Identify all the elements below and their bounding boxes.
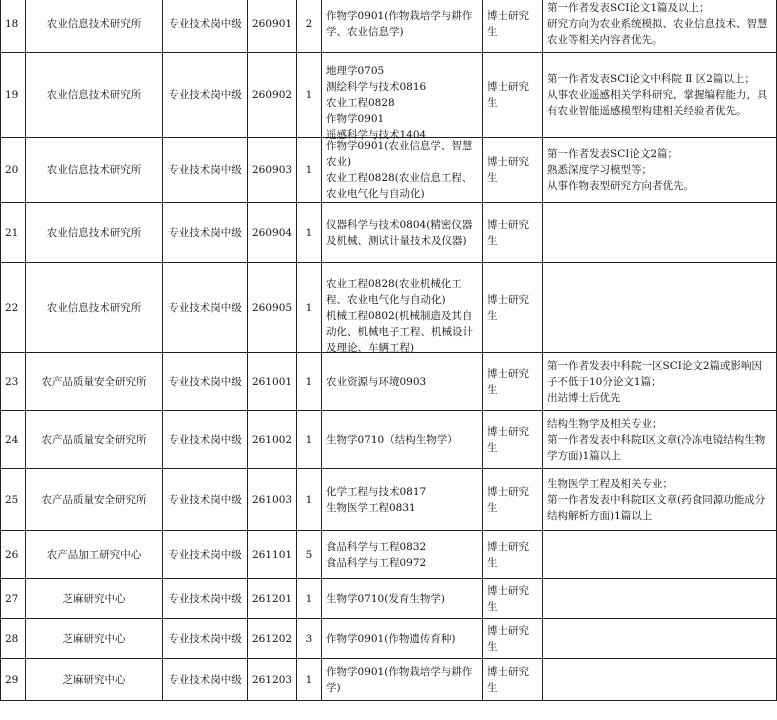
table-row: [1, 53, 777, 138]
major-list: [326, 276, 478, 354]
position-code-cell: 261003: [248, 469, 297, 531]
position-level-cell: 专业技术岗中级: [163, 619, 248, 659]
education-cell: 博士研究生: [483, 0, 543, 53]
requirement-item: 出站博士后优先: [547, 391, 621, 404]
table-row: [1, 411, 777, 469]
requirement-item: 第一作者发表中科院I区文章(冷冻电镜结构生物学方面)1篇以上: [547, 433, 766, 462]
major-item: 生物学0710（结构生物学）: [326, 433, 458, 446]
table-row: [1, 579, 777, 619]
table-row: [1, 659, 777, 701]
serial-number-cell: 18: [1, 0, 26, 53]
other-requirements-cell: [543, 0, 777, 53]
serial-number-cell: 27: [1, 579, 26, 619]
serial-number-cell: 26: [1, 531, 26, 579]
table-body: [1, 0, 777, 701]
serial-number-cell: 20: [1, 138, 26, 203]
table-row: [1, 469, 777, 531]
department-cell: 农产品加工研究中心: [26, 531, 163, 579]
position-code-cell: 260904: [248, 203, 297, 263]
headcount-cell: 1: [297, 659, 322, 701]
department-cell: 农产品质量安全研究所: [26, 411, 163, 469]
requirement-item: 研究方向为农业系统模拟、农业信息技术、智慧农业等相关内容者优先。: [547, 18, 768, 46]
department-cell: 农产品质量安全研究所: [26, 469, 163, 531]
requirement-item: 生物医学工程及相关专业；: [547, 477, 673, 490]
position-level-cell: 专业技术岗中级: [163, 263, 248, 353]
position-level-cell: 专业技术岗中级: [163, 353, 248, 411]
department-cell: 农业信息技术研究所: [26, 0, 163, 53]
table-row: [1, 203, 777, 263]
requirement-item: 第一作者发表中科院I区文章(药食同源功能成分结构解析方面)1篇以上: [547, 493, 766, 522]
other-requirements-cell: [543, 531, 777, 579]
position-code-cell: 261201: [248, 579, 297, 619]
position-level-cell: 专业技术岗中级: [163, 531, 248, 579]
major-requirement-cell: [322, 138, 483, 203]
major-requirement-cell: [322, 0, 483, 53]
position-level-cell: 专业技术岗中级: [163, 138, 248, 203]
department-cell: 芝麻研究中心: [26, 579, 163, 619]
department-cell: 农业信息技术研究所: [26, 263, 163, 353]
major-requirement-cell: [322, 263, 483, 353]
major-requirement-cell: [322, 53, 483, 141]
major-requirement-cell: [322, 619, 483, 659]
requirement-item: 结构生物学及相关专业；: [547, 417, 663, 430]
serial-number-cell: 25: [1, 469, 26, 531]
other-requirements-cell: [543, 353, 777, 411]
other-requirements-cell: [543, 579, 777, 619]
major-item: 作物学0901(农业信息学、智慧农业): [326, 140, 473, 168]
headcount-cell: 5: [297, 531, 322, 579]
major-list: [326, 217, 478, 249]
major-list: [326, 8, 478, 40]
major-list: [326, 539, 478, 571]
headcount-cell: 3: [297, 619, 322, 659]
position-code-cell: 261203: [248, 659, 297, 701]
education-cell: 博士研究生: [483, 353, 543, 411]
table-row: [1, 0, 777, 53]
serial-number-cell: 29: [1, 659, 26, 701]
education-cell: 博士研究生: [483, 138, 543, 203]
education-cell: 博士研究生: [483, 411, 543, 469]
major-requirement-cell: [322, 579, 483, 619]
major-list: [326, 484, 478, 516]
table-row: [1, 619, 777, 659]
position-code-cell: 260901: [248, 0, 297, 53]
position-level-cell: 专业技术岗中级: [163, 411, 248, 469]
other-requirements-cell: [543, 263, 777, 353]
major-item: 农业工程0828(农业信息工程、农业电气化与自动化): [326, 172, 473, 200]
major-item: 地理学0705: [326, 65, 385, 77]
major-item: 农业工程0828: [326, 97, 395, 109]
position-level-cell: 专业技术岗中级: [163, 53, 248, 138]
headcount-cell: 2: [297, 0, 322, 53]
table-row: [1, 353, 777, 411]
education-cell: 博士研究生: [483, 203, 543, 263]
position-level-cell: 专业技术岗中级: [163, 659, 248, 701]
headcount-cell: 1: [297, 53, 322, 138]
serial-number-cell: 21: [1, 203, 26, 263]
position-level-cell: 专业技术岗中级: [163, 0, 248, 53]
major-item: 作物学0901(作物栽培学与耕作学、农业信息学): [326, 10, 473, 38]
major-item: 食品科学与工程0972: [326, 556, 427, 569]
other-requirements-cell: [543, 53, 777, 138]
table-row: [1, 263, 777, 353]
major-list: [326, 432, 478, 448]
table-row: [1, 138, 777, 203]
major-item: 作物学0901: [326, 113, 385, 125]
major-item: 食品科学与工程0832: [326, 540, 427, 553]
major-item: 作物学0901(作物栽培学与耕作学): [326, 665, 473, 694]
headcount-cell: 1: [297, 411, 322, 469]
other-requirements-cell: [543, 469, 777, 531]
major-requirement-cell: [322, 203, 483, 263]
headcount-cell: 1: [297, 138, 322, 203]
major-item: 作物学0901(作物遗传育种): [326, 632, 456, 645]
major-list: [326, 631, 478, 647]
headcount-cell: 1: [297, 353, 322, 411]
other-requirements-cell: [543, 411, 777, 469]
major-item: 机械工程0802(机械制造及其自动化、机械电子工程、机械设计及理论、车辆工程): [326, 309, 473, 354]
major-requirement-cell: [322, 411, 483, 469]
education-cell: 博士研究生: [483, 619, 543, 659]
major-requirement-cell: [322, 659, 483, 701]
department-cell: 农业信息技术研究所: [26, 138, 163, 203]
position-level-cell: 专业技术岗中级: [163, 469, 248, 531]
position-level-cell: 专业技术岗中级: [163, 579, 248, 619]
other-requirements-cell: [543, 659, 777, 701]
serial-number-cell: 24: [1, 411, 26, 469]
department-cell: 芝麻研究中心: [26, 659, 163, 701]
major-item: 农业工程0828(农业机械化工程、农业电气化与自动化): [326, 277, 462, 306]
headcount-cell: 1: [297, 579, 322, 619]
serial-number-cell: 23: [1, 353, 26, 411]
major-item: 农业资源与环境0903: [326, 375, 427, 388]
requirement-item: 第一作者发表SCI论文中科院 Ⅱ 区2篇以上；: [547, 73, 755, 85]
requirement-item: 第一作者发表中科院一区SCI论文2篇或影响因子不低于10分论文1篇；: [547, 359, 763, 388]
requirement-item: 从事农业遥感相关学科研究，掌握编程能力，具有农业智能遥感模型构建相关经验者优先。: [547, 89, 768, 117]
other-requirements-cell: [543, 138, 777, 203]
position-code-cell: 261001: [248, 353, 297, 411]
major-item: 仪器科学与技术0804(精密仪器及机械、测试计量技术及仪器): [326, 218, 473, 247]
position-code-cell: 260905: [248, 263, 297, 353]
education-cell: 博士研究生: [483, 531, 543, 579]
major-item: 生物学0710(发育生物学): [326, 592, 445, 605]
position-code-cell: 261202: [248, 619, 297, 659]
major-requirement-cell: [322, 353, 483, 411]
major-item: 生物医学工程0831: [326, 501, 416, 514]
serial-number-cell: 28: [1, 619, 26, 659]
headcount-cell: 1: [297, 263, 322, 353]
requirement-item: 第一作者发表SCI论文1篇及以上；: [547, 2, 710, 14]
serial-number-cell: 19: [1, 53, 26, 138]
position-code-cell: 260902: [248, 53, 297, 138]
headcount-cell: 1: [297, 203, 322, 263]
position-level-cell: 专业技术岗中级: [163, 203, 248, 263]
position-code-cell: 261002: [248, 411, 297, 469]
education-cell: 博士研究生: [483, 263, 543, 353]
major-list: [326, 664, 478, 696]
position-code-cell: 261101: [248, 531, 297, 579]
department-cell: 农业信息技术研究所: [26, 203, 163, 263]
serial-number-cell: 22: [1, 263, 26, 353]
other-requirements-cell: [543, 619, 777, 659]
education-cell: 博士研究生: [483, 53, 543, 138]
education-cell: 博士研究生: [483, 659, 543, 701]
requirement-item: 从事作物表型研究方向者优先。: [547, 180, 694, 192]
major-item: 化学工程与技术0817: [326, 485, 427, 498]
department-cell: 农业信息技术研究所: [26, 53, 163, 138]
education-cell: 博士研究生: [483, 469, 543, 531]
major-item: 测绘科学与技术0816: [326, 81, 427, 93]
education-cell: 博士研究生: [483, 579, 543, 619]
other-requirements-cell: [543, 203, 777, 263]
requirement-item: 熟悉深度学习模型等；: [547, 164, 652, 176]
major-requirement-cell: [322, 469, 483, 531]
major-list: [326, 591, 478, 607]
major-list: [326, 374, 478, 390]
table-row: [1, 531, 777, 579]
major-list: [326, 63, 478, 141]
headcount-cell: 1: [297, 469, 322, 531]
major-list: [326, 138, 478, 202]
position-code-cell: 260903: [248, 138, 297, 203]
major-item: 遥感科学与技术1404: [326, 129, 427, 141]
requirement-item: 第一作者发表SCI论文2篇；: [547, 148, 679, 160]
department-cell: 农产品质量安全研究所: [26, 353, 163, 411]
department-cell: 芝麻研究中心: [26, 619, 163, 659]
major-requirement-cell: [322, 531, 483, 579]
